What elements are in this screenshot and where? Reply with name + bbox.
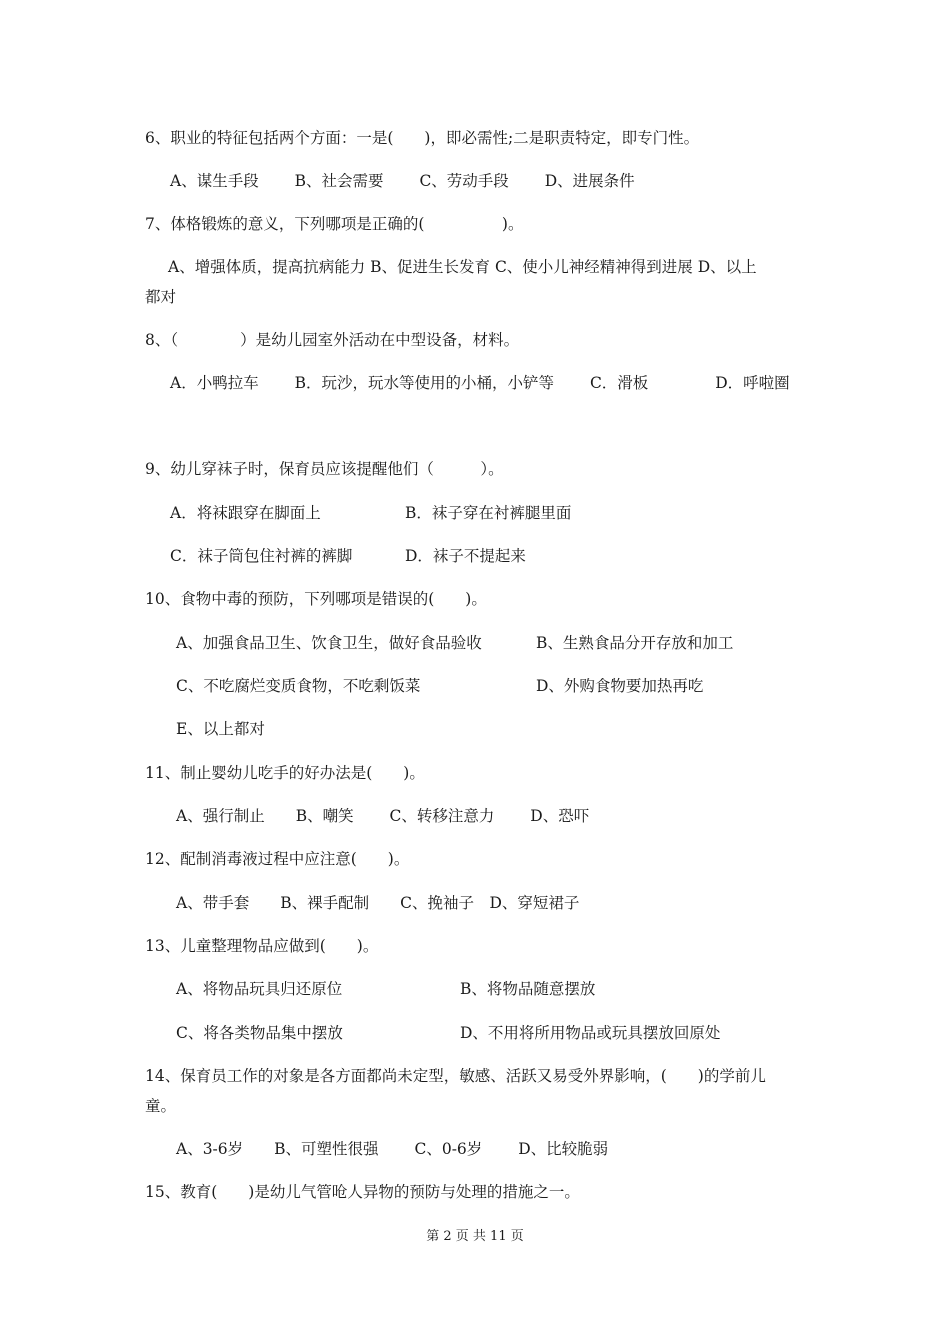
question-10-option-b: B、生熟食品分开存放和加工 xyxy=(536,634,734,652)
question-13-option-d: D、不用将所用物品或玩具摆放回原处 xyxy=(460,1024,721,1042)
page-footer: 第 2 页 共 11 页 xyxy=(426,1229,524,1244)
question-6-stem: 6、职业的特征包括两个方面：一是( )，即必需性;二是职责特定，即专门性。 xyxy=(145,129,700,147)
question-12-options: A、带手套 B、裸手配制 C、挽袖子 D、穿短裙子 xyxy=(176,894,580,912)
question-7-options: A、增强体质，提高抗病能力 B、促进生长发育 C、使小儿神经精神得到进展 D、以上 xyxy=(168,258,757,276)
question-10-option-d: D、外购食物要加热再吃 xyxy=(536,677,704,695)
question-9-option-b: B．袜子穿在衬裤腿里面 xyxy=(405,504,572,522)
question-7-options-cont: 都对 xyxy=(145,288,177,306)
question-10-stem: 10、食物中毒的预防，下列哪项是错误的( )。 xyxy=(145,590,487,608)
question-10-option-a: A、加强食品卫生、饮食卫生，做好食品验收 xyxy=(176,634,482,652)
question-15-stem: 15、教育( )是幼儿气管呛人异物的预防与处理的措施之一。 xyxy=(145,1183,580,1201)
question-9-option-d: D．袜子不提起来 xyxy=(405,547,526,565)
question-12-stem: 12、配制消毒液过程中应注意( )。 xyxy=(145,850,410,868)
question-10-option-e: E、以上都对 xyxy=(176,720,265,738)
question-11-stem: 11、制止婴幼儿吃手的好办法是( )。 xyxy=(145,764,425,782)
question-13-stem: 13、儿童整理物品应做到( )。 xyxy=(145,937,379,955)
question-14-stem: 14、保育员工作的对象是各方面都尚未定型，敏感、活跃又易受外界影响，( )的学前儿 xyxy=(145,1067,766,1085)
question-13-option-c: C、将各类物品集中摆放 xyxy=(176,1024,343,1042)
question-10-option-c: C、不吃腐烂变质食物，不吃剩饭菜 xyxy=(176,677,421,695)
question-13-option-b: B、将物品随意摆放 xyxy=(460,980,596,998)
question-9-stem: 9、幼儿穿袜子时，保育员应该提醒他们（ ）。 xyxy=(145,460,504,478)
question-14-options: A、3-6岁 B、可塑性很强 C、0-6岁 D、比较脆弱 xyxy=(176,1140,609,1158)
question-11-options: A、强行制止 B、嘲笑 C、转移注意力 D、恐吓 xyxy=(176,807,590,825)
question-9-option-a: A．将袜跟穿在脚面上 xyxy=(170,504,321,522)
question-9-option-c: C．袜子筒包住衬裤的裤脚 xyxy=(170,547,353,565)
question-13-option-a: A、将物品玩具归还原位 xyxy=(176,980,343,998)
question-8-stem: 8、（ ）是幼儿园室外活动在中型设备，材料。 xyxy=(145,331,520,349)
question-8-options: A．小鸭拉车 B．玩沙，玩水等使用的小桶，小铲等 C．滑板 D．呼啦圈 xyxy=(170,374,790,392)
question-14-stem-cont: 童。 xyxy=(145,1097,177,1115)
question-6-options: A、谋生手段 B、社会需要 C、劳动手段 D、进展条件 xyxy=(170,172,635,190)
question-7-stem: 7、体格锻炼的意义，下列哪项是正确的( )。 xyxy=(145,215,524,233)
